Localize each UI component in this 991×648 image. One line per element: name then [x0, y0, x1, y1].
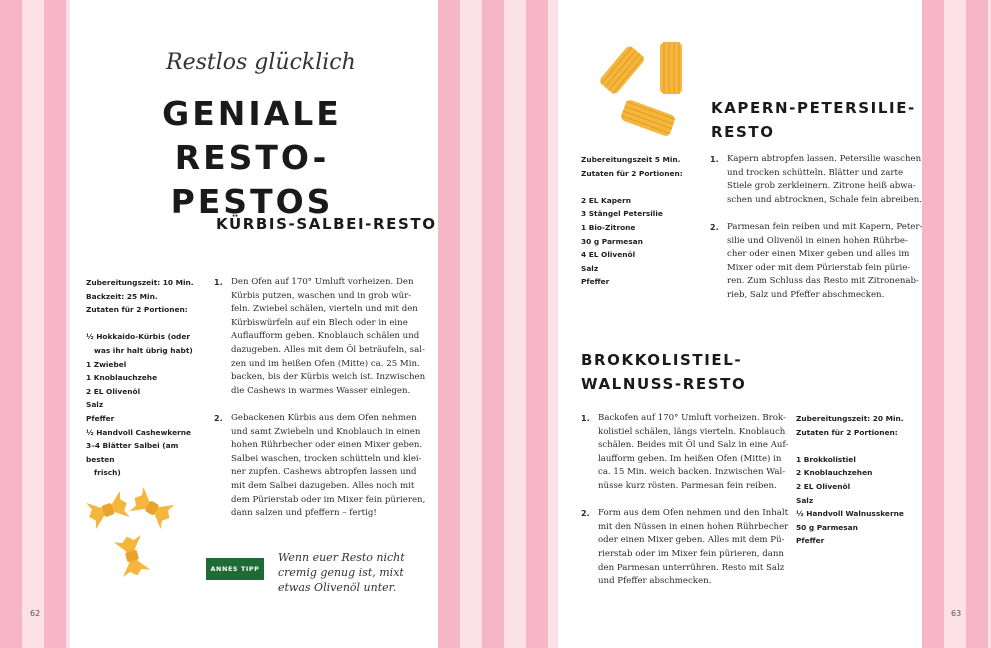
step [214, 412, 429, 521]
step-line: backen, bis der Kürbis weich ist. Inzwischen [231, 372, 426, 383]
servings: Zutaten für 2 Portionen: [86, 305, 188, 315]
step-line: silie und Olivenöl in einen hohen Rührbe- [727, 235, 908, 246]
step-line: den Parmesan unterrühren. Resto mit Salz [598, 562, 785, 573]
step-line: cher oder einen Mixer geben und alles im [727, 249, 910, 260]
ingredient: Salz [581, 263, 599, 273]
ingredients-brokkoli [796, 412, 918, 548]
step-line: zen und im heißen Ofen (Mitte) ca. 25 Min. [231, 358, 420, 369]
ingredients-kapern [581, 153, 701, 289]
ingredient: 1 Brokkolistiel [796, 454, 856, 464]
ingredient: frisch) [94, 468, 121, 478]
step [710, 153, 923, 207]
ingredient: 1 Zwiebel [86, 359, 127, 369]
step-line: kolistiel schälen, längs vierteln. Knoblauch [598, 426, 786, 437]
step-line: feln. Zwiebel schälen, vierteln und mit den [231, 304, 418, 315]
ingredient: 30 g Parmesan [581, 236, 643, 246]
recipe-title-kuerbis [216, 212, 437, 236]
ingredient: 3 Stängel Petersilie [581, 209, 663, 219]
prep-time: Zubereitungszeit: 10 Min. [86, 278, 194, 287]
ingredient: 3–4 Blätter Salbei (am besten [86, 441, 179, 464]
step-line: rierstab oder im Mixer fein pürieren, dann [598, 548, 784, 559]
ingredient: was ihr halt übrig habt) [94, 345, 193, 355]
step-line: nüsse kurz rösten. Parmesan fein reiben. [598, 480, 777, 491]
step-line: schen und abtrocknen, Schale fein abreiben. [727, 194, 923, 205]
step-line: Salbei waschen, trocken schütteln und klei- [231, 453, 422, 464]
farfalle-piece [113, 533, 150, 579]
step-line: Auflaufform geben. Knoblauch schälen und [231, 331, 420, 342]
step-line: schälen. Beides mit Öl und Salz in eine Auf- [598, 440, 789, 451]
step-number: 2. [710, 222, 719, 232]
farfalle-piece [128, 486, 177, 530]
farfalle-pasta-illustration [86, 488, 176, 580]
ingredient: Pfeffer [86, 413, 115, 423]
step-line: mit dem Salbei dazugeben. Alles noch mit [231, 480, 415, 491]
ingredient: 2 EL Olivenöl [796, 481, 851, 491]
recipe-title-line: WALNUSS-RESTO [581, 375, 747, 393]
step-line: und trocken schütteln. Blätter und zarte [727, 167, 904, 178]
servings: Zutaten für 2 Portionen: [796, 427, 898, 437]
step-line: rieb, Salz und Pfeffer abschmecken. [727, 289, 885, 300]
bake-time: Backzeit: 25 Min. [86, 291, 158, 301]
ingredient: 50 g Parmesan [796, 522, 858, 532]
recipe-title-brokkoli [581, 348, 746, 396]
rigatoni-piece [598, 45, 646, 96]
step-line: die Cashews in warmes Wasser einlegen. [231, 385, 411, 396]
tip-line: Wenn euer Resto nicht [278, 551, 405, 564]
ingredient: 2 EL Kapern [581, 195, 631, 205]
step-line: Den Ofen auf 170° Umluft vorheizen. Den [231, 277, 414, 287]
step-line: laufform geben. Im heißen Ofen (Mitte) in [598, 453, 782, 464]
step-line: Parmesan fein reiben und mit Kapern, Peter- [727, 221, 923, 232]
tip-handwriting [278, 550, 405, 595]
tip-line: cremig genug ist, mixt [278, 566, 404, 579]
ingredient: ½ Handvoll Walnusskerne [796, 509, 904, 519]
left-stripe-border [0, 0, 70, 648]
step [581, 507, 787, 589]
ingredient: 4 EL Olivenöl [581, 250, 636, 260]
ingredient: ½ Handvoll Cashewkerne [86, 427, 192, 437]
step-line: Form aus dem Ofen nehmen und den Inhalt [598, 508, 789, 519]
ingredient: Salz [86, 400, 104, 410]
step-line: Backofen auf 170° Umluft vorheizen. Brok- [598, 413, 786, 423]
step-number: 2. [581, 509, 590, 519]
step-line: und samt Zwiebeln und Knoblauch in einen [231, 426, 421, 437]
step-line: ca. 15 Min. weich backen. Inzwischen Wal- [598, 467, 786, 478]
servings: Zutaten für 2 Portionen: [581, 168, 683, 178]
rigatoni-piece [620, 99, 676, 137]
center-stripe-border [438, 0, 558, 648]
tip-label: ANNES TIPP [206, 558, 264, 580]
ingredients-kuerbis [86, 276, 206, 480]
step-line: hohen Rührbecher oder einen Mixer geben. [231, 440, 423, 451]
prep-time: Zubereitungszeit 5 Min. [581, 155, 681, 164]
step-line: dazugeben. Alles mit dem Öl beträufeln, sal- [231, 344, 425, 355]
rigatoni-piece [660, 42, 682, 94]
ingredient: Pfeffer [796, 536, 825, 546]
prep-time: Zubereitungszeit: 20 Min. [796, 414, 904, 423]
step-line: Gebackenen Kürbis aus dem Ofen nehmen [231, 412, 417, 423]
recipe-title-line: KAPERN-PETERSILIE- [711, 99, 916, 117]
step-line: ren. Zum Schluss das Resto mit Zitronenab- [727, 276, 919, 287]
recipe-title-line: RESTO [711, 123, 775, 141]
step-line: Stiele grob zerkleinern. Zitrone heiß abwa- [727, 181, 916, 192]
recipe-title-line: BROKKOLISTIEL- [581, 351, 743, 369]
ingredient: 1 Bio-Zitrone [581, 222, 636, 232]
title-line: GENIALE RESTO- [162, 94, 342, 177]
step [581, 412, 787, 494]
recipe-title-kapern [711, 96, 916, 144]
ingredient: Pfeffer [581, 277, 610, 287]
recipe-title-line: KÜRBIS-SALBEI-RESTO [216, 215, 437, 233]
ingredient: 2 Knoblauchzehen [796, 468, 873, 478]
ingredient: ½ Hokkaido-Kürbis (oder [86, 332, 190, 342]
page-number-right: 63 [951, 609, 962, 618]
steps-brokkoli [581, 412, 787, 602]
ingredient: Salz [796, 495, 814, 505]
step-line: und Pfeffer abschmecken. [598, 576, 712, 587]
step [214, 276, 429, 398]
step-line: Kürbiswürfeln auf ein Blech oder in eine [231, 317, 408, 328]
step-number: 1. [581, 414, 590, 423]
step-line: dem Pürierstab oder im Mixer fein pürieren, [231, 494, 426, 505]
steps-kapern [710, 153, 923, 316]
step-number: 1. [710, 155, 719, 164]
farfalle-piece [84, 490, 131, 530]
tip-line: etwas Olivenöl unter. [278, 581, 397, 594]
step-line: mit den Nüssen in einen hohen Rührbecher [598, 521, 789, 532]
step-line: oder einen Mixer geben. Alles mit dem Pü- [598, 535, 785, 546]
step-line: Kapern abtropfen lassen. Petersilie waschen [727, 154, 922, 164]
title-line: PESTOS [170, 182, 334, 221]
step-number: 2. [214, 413, 223, 423]
step-number: 1. [214, 278, 223, 287]
ingredient: 2 EL Olivenöl [86, 386, 141, 396]
page-number-left: 62 [30, 609, 41, 618]
right-stripe-border [922, 0, 991, 648]
step-line: Kürbis putzen, waschen und in grob wür- [231, 290, 412, 301]
step [710, 221, 923, 303]
steps-kuerbis [214, 276, 429, 534]
kicker-handwriting: Restlos glücklich [166, 50, 356, 75]
ingredient: 1 Knoblauchzehe [86, 373, 158, 383]
step-line: Mixer oder mit dem Pürierstab fein pürie- [727, 262, 911, 273]
rigatoni-pasta-illustration [598, 40, 688, 140]
page-title [82, 92, 422, 224]
step-line: dann salzen und pfeffern – fertig! [231, 508, 377, 519]
step-line: ner zupfen. Cashews abtropfen lassen und [231, 467, 417, 478]
